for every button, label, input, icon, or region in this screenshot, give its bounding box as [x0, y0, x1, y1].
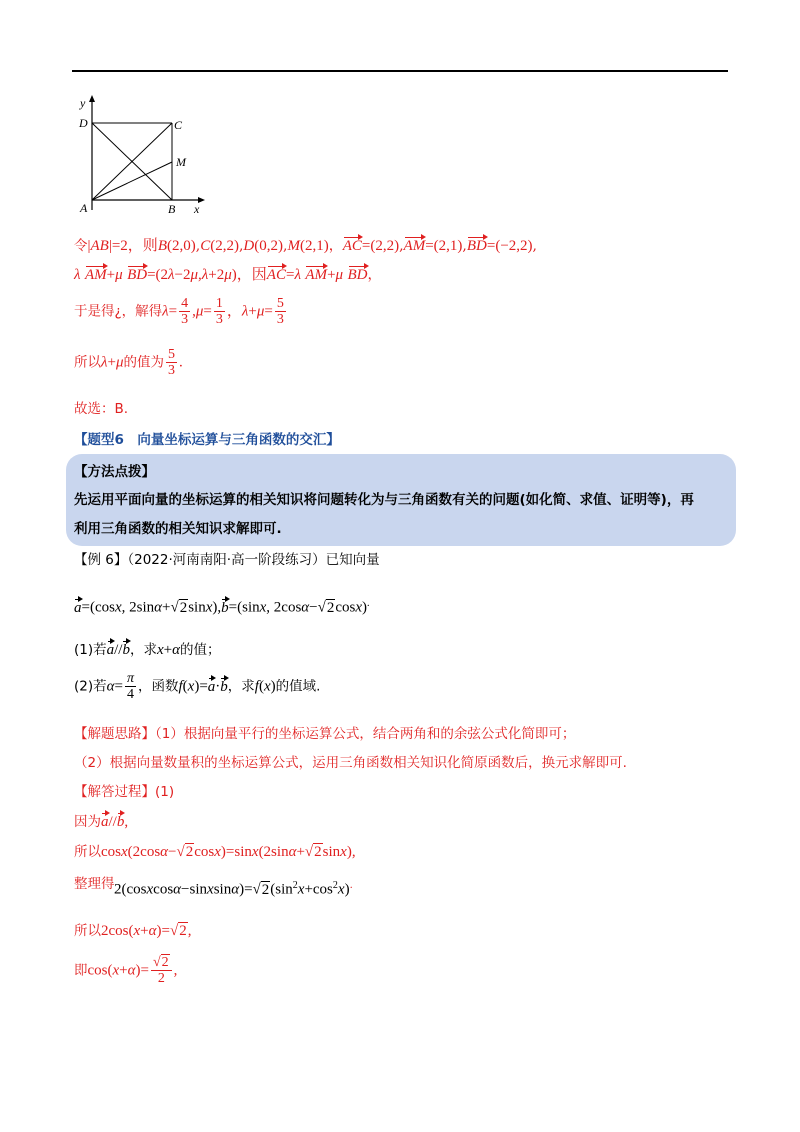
- label-m: M: [176, 155, 186, 169]
- proc-line-1: 因为a//b,: [74, 814, 129, 830]
- idea-line-1: 【解题思路】（1）根据向量平行的坐标运算公式，结合两角和的余弦公式化简即可；: [74, 726, 576, 742]
- idea-line-2: （2）根据向量数量积的坐标运算公式，运用三角函数相关知识化简原函数后，换元求解即可.: [74, 755, 627, 771]
- solution-line-2: 于是得¿，解得λ= $\frac{4}{3}$ ,μ= $\frac{1}{3}$ ，λ+μ= $\frac{5}{3}$: [74, 296, 284, 327]
- proc-line-3: 整理得: [74, 876, 115, 892]
- method-title: 【方法点拨】: [74, 464, 155, 480]
- solution-line-1b: λ AM+μ BD=(2λ−2μ,λ+2μ)，因AC=λ AM+μ BD，: [74, 267, 382, 283]
- example-heading: 【例 6】（2022·河南南阳·高一阶段练习）已知向量: [74, 552, 380, 568]
- label-x: x: [194, 202, 200, 216]
- proc-line-4: 所以2cos(x+α)=√2,: [74, 923, 192, 939]
- method-line-1: 先运用平面向量的坐标运算的相关知识将问题转化为与三角函数有关的问题(如化简、求值、证明等)，再: [74, 492, 694, 508]
- label-b: B: [168, 202, 176, 216]
- segment-am: [92, 162, 172, 200]
- method-line-2: 利用三角函数的相关知识求解即可.: [74, 521, 282, 537]
- process-title: 【解答过程】(1): [74, 784, 175, 800]
- type-heading: 【题型6 向量坐标运算与三角函数的交汇】: [74, 432, 340, 448]
- vector-definition: a=(cosx, 2sinα+√2sinx),b=(sinx, 2cosα−√2cosx).: [74, 598, 370, 616]
- proc-line-2: 所以cosx(2cosα−√2cosx)=sinx(2sinα+√2sinx),: [74, 844, 356, 860]
- question-1: (1)若a//b，求x+α的值；: [74, 642, 221, 658]
- header-rule: [72, 70, 728, 72]
- proc-line-3-formula: $2(cosxcos\alpha-sinxsin\alpha)=√2(\sin^2x+\cos^2x)^.$: [114, 880, 353, 898]
- label-a: A: [80, 201, 88, 215]
- solution-line-3: 所以λ+μ的值为 $\frac{5}{3}$ .: [74, 347, 183, 378]
- question-2: (2)若α= $\frac{\pi}{4}$ ，函数f(x)=a·b，求f(x)的值域.: [74, 671, 321, 702]
- square-diagram: [72, 92, 212, 218]
- proc-line-5: 即cos(x+α)= $\frac{√2}{2}$ ,: [74, 955, 178, 986]
- label-y: y: [80, 96, 86, 110]
- answer-choice: 故选：B.: [74, 401, 129, 417]
- label-c: C: [174, 118, 183, 132]
- label-d: D: [79, 116, 88, 130]
- solution-line-1: 令|AB|=2，则B(2,0),C(2,2),D(0,2),M(2,1)，AC=(2,2),AM=(2,1),BD=(−2,2),: [74, 238, 537, 254]
- y-axis-arrow: [89, 95, 95, 102]
